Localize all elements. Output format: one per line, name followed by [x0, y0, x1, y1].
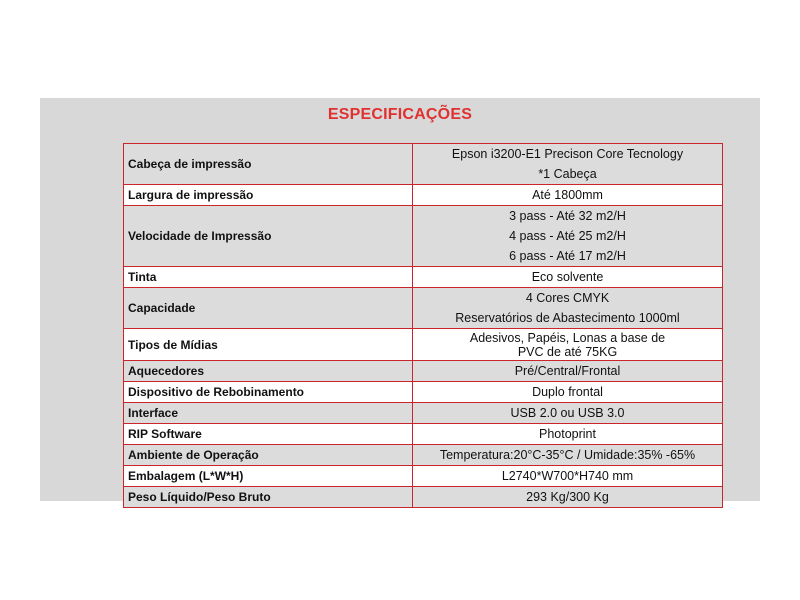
spec-value-line: Pré/Central/Frontal [514, 364, 621, 378]
spec-value-line: 4 pass - Até 25 m2/H [509, 229, 626, 243]
spec-value [413, 267, 723, 288]
spec-value-line: Epson i3200-E1 Precison Core Tecnology [451, 147, 684, 161]
spec-label: Velocidade de Impressão [124, 206, 413, 267]
spec-value [413, 206, 723, 267]
table-row [124, 329, 723, 361]
spec-value-line: Adesivos, Papéis, Lonas a base de [469, 330, 666, 345]
spec-value [413, 487, 723, 508]
spec-value-line: Reservatórios de Abastecimento 1000ml [455, 311, 680, 325]
table-row [124, 361, 723, 382]
table-row [124, 206, 723, 267]
spec-label: Cabeça de impressão [124, 144, 413, 185]
spec-value-line: Até 1800mm [532, 188, 603, 202]
table-row [124, 185, 723, 206]
spec-value-line: L2740*W700*H740 mm [501, 469, 634, 483]
table-row [124, 267, 723, 288]
spec-label: Embalagem (L*W*H) [124, 466, 413, 487]
spec-value-line: Photoprint [539, 427, 596, 441]
spec-label: Peso Líquido/Peso Bruto [124, 487, 413, 508]
table-row [124, 466, 723, 487]
spec-label: Interface [124, 403, 413, 424]
spec-value-line: PVC de até 75KG [517, 344, 618, 359]
table-row [124, 403, 723, 424]
table-row [124, 445, 723, 466]
spec-value [413, 466, 723, 487]
spec-value-line: USB 2.0 ou USB 3.0 [510, 406, 625, 420]
spec-label: RIP Software [124, 424, 413, 445]
spec-label: Ambiente de Operação [124, 445, 413, 466]
spec-label: Largura de impressão [124, 185, 413, 206]
table-row [124, 144, 723, 185]
section-title: ESPECIFICAÇÕES [327, 106, 473, 123]
spec-value [413, 382, 723, 403]
spec-value-line: 4 Cores CMYK [525, 291, 610, 305]
spec-value [413, 361, 723, 382]
specifications-panel [40, 98, 760, 504]
spec-value-line: 293 Kg/300 Kg [526, 490, 609, 504]
table-row [124, 424, 723, 445]
spec-value-line: Eco solvente [531, 270, 604, 284]
table-row [124, 382, 723, 403]
spec-value-line: Duplo frontal [532, 385, 603, 399]
spec-label: Capacidade [124, 288, 413, 329]
spec-value [413, 329, 723, 361]
spec-label: Tinta [124, 267, 413, 288]
spec-value [413, 424, 723, 445]
spec-value [413, 288, 723, 329]
table-row [124, 288, 723, 329]
table-row [124, 487, 723, 508]
spec-value [413, 144, 723, 185]
spec-label: Dispositivo de Rebobinamento [124, 382, 413, 403]
spec-value [413, 445, 723, 466]
specifications-table [123, 143, 723, 508]
spec-label: Aquecedores [124, 361, 413, 382]
spec-value [413, 185, 723, 206]
spec-value-line: 6 pass - Até 17 m2/H [509, 249, 626, 263]
spec-value-line: Temperatura:20°C-35°C / Umidade:35% -65% [439, 448, 696, 462]
spec-label: Tipos de Mídias [124, 329, 413, 361]
spec-value-line: *1 Cabeça [538, 167, 597, 181]
spec-value-line: 3 pass - Até 32 m2/H [509, 209, 626, 223]
spec-value [413, 403, 723, 424]
